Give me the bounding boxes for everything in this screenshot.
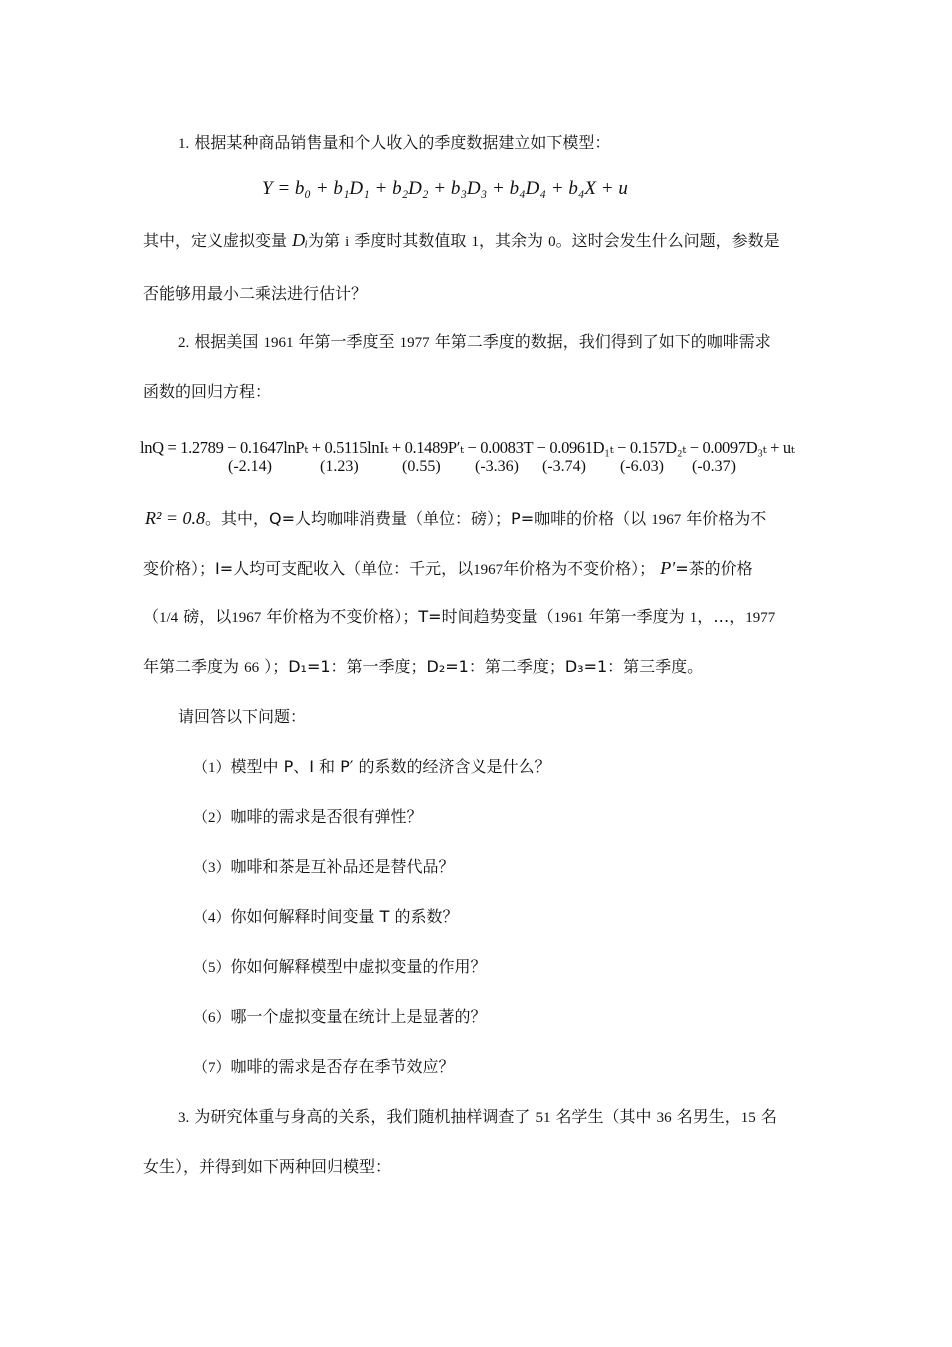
text-segment: （ — [143, 607, 160, 626]
text-segment: 名 — [760, 1107, 777, 1126]
text-segment: 。这时会发生什么问题，参数是 — [555, 231, 780, 250]
questions-header — [178, 707, 306, 727]
equation-2 — [140, 438, 795, 458]
text-segment: 年价格为不变价格）； — [503, 559, 656, 578]
value-zero: 0 — [548, 234, 556, 250]
variable-p-prime: P′ — [660, 558, 676, 578]
t-statistic: (-3.36) — [475, 458, 519, 475]
index-i: i — [345, 234, 350, 250]
question-item — [193, 1057, 455, 1078]
value-one: 1 — [689, 610, 698, 626]
t-statistic: (0.55) — [402, 458, 441, 475]
variable-di: Dᵢ — [292, 230, 308, 250]
problem-1-question — [143, 284, 367, 304]
problem-number: 2. — [178, 335, 190, 351]
question-text: 哪一个虚拟变量在统计上是显著的？ — [230, 1007, 487, 1026]
text-segment: 年价格为不变价格）；T=时间趋势变量（ — [266, 607, 554, 626]
problem-3-intro — [178, 1107, 777, 1128]
question-number: （5） — [193, 960, 231, 976]
text-segment: 请回答以下问题： — [178, 707, 307, 726]
text-segment: 年价格为不 — [686, 509, 767, 528]
year: 1967 — [651, 512, 682, 528]
t-statistic: (-6.03) — [620, 458, 664, 475]
question-item — [193, 957, 487, 978]
problem-1-definition — [143, 230, 780, 252]
text-segment: 。其中，Q=人均咖啡消费量（单位：磅）；P=咖啡的价格（以 — [205, 509, 647, 528]
year: 1967 — [231, 610, 262, 626]
count: 36 — [656, 1110, 672, 1126]
text-segment: ，…， — [697, 607, 746, 626]
question-number: （1） — [193, 760, 231, 776]
text-segment: 根据美国 — [194, 332, 259, 351]
question-item — [193, 757, 551, 778]
t-statistic: (1.23) — [320, 458, 359, 475]
count: 15 — [740, 1110, 756, 1126]
year: 1977 — [399, 335, 430, 351]
text-segment: 年第一季度为 — [588, 607, 685, 626]
question-item — [193, 857, 455, 878]
text-segment: 名男生， — [676, 1107, 741, 1126]
question-number: （2） — [193, 810, 231, 826]
t-statistic: (-0.37) — [692, 458, 736, 475]
question-number: （6） — [193, 1010, 231, 1026]
text-segment: =茶的价格 — [675, 559, 753, 578]
question-text: 你如何解释模型中虚拟变量的作用？ — [230, 957, 487, 976]
problem-text: 根据某种商品销售量和个人收入的季度数据建立如下模型： — [194, 133, 611, 152]
question-number: （3） — [193, 860, 231, 876]
text-segment: 女生），并得到如下两种回归模型： — [143, 1157, 392, 1176]
count: 51 — [535, 1110, 551, 1126]
fraction: 1/4 — [159, 610, 179, 626]
problem-2-variables-2 — [143, 558, 753, 580]
equation-1-text: Y = b₀ + b₁D₁ + b₂D₂ + b₃D₃ + b₄D₄ + b₄X + u — [262, 178, 628, 199]
equation-1 — [262, 178, 628, 200]
problem-2-variables-1 — [145, 508, 766, 530]
question-text: 你如何解释时间变量 T 的系数？ — [230, 907, 459, 926]
year: 1961 — [263, 335, 294, 351]
text-segment: 年第二季度为 — [143, 657, 240, 676]
text-segment: 为第 — [307, 231, 340, 250]
problem-number: 3. — [178, 1110, 190, 1126]
question-item — [193, 907, 458, 928]
text-segment: 为研究体重与身高的关系，我们随机抽样调查了 — [194, 1107, 531, 1126]
text-segment: 否能够用最小二乘法进行估计？ — [143, 284, 368, 303]
text-segment: 函数的回归方程： — [143, 382, 272, 401]
t-statistics-row — [0, 458, 952, 480]
value-one: 1 — [471, 234, 479, 250]
text-segment: 年第一季度至 — [298, 332, 395, 351]
text-segment: 名学生（其中 — [555, 1107, 652, 1126]
text-segment: ）；D₁=1：第一季度；D₂=1：第二季度；D₃=1：第三季度。 — [264, 657, 704, 676]
question-number: （7） — [193, 1060, 231, 1076]
question-item — [193, 807, 423, 828]
problem-2-variables-3 — [143, 607, 775, 628]
value: 66 — [244, 660, 260, 676]
problem-3-intro-cont — [143, 1157, 391, 1177]
text-segment: ，其余为 — [478, 231, 543, 250]
problem-2-intro — [178, 332, 771, 353]
r-squared: R² = 0.8 — [145, 508, 206, 528]
problem-number: 1. — [178, 136, 190, 152]
year: 1967 — [473, 562, 504, 578]
problem-2-intro-cont — [143, 382, 271, 402]
question-text: 咖啡的需求是否很有弹性？ — [230, 807, 423, 826]
question-number: （4） — [193, 910, 231, 926]
text-segment: 季度时其数值取 — [354, 231, 467, 250]
text-segment: 磅，以 — [183, 607, 232, 626]
t-statistic: (-3.74) — [542, 458, 586, 475]
problem-2-variables-4 — [143, 657, 703, 678]
question-text: 咖啡的需求是否存在季节效应？ — [230, 1057, 455, 1076]
problem-1-intro — [178, 133, 610, 154]
text-segment: 其中，定义虚拟变量 — [143, 231, 288, 250]
year: 1977 — [745, 610, 776, 626]
text-segment: 年第二季度的数据，我们得到了如下的咖啡需求 — [434, 332, 771, 351]
year: 1961 — [553, 610, 584, 626]
question-text: 模型中 P、I 和 P′ 的系数的经济含义是什么？ — [230, 757, 551, 776]
question-item — [193, 1007, 487, 1028]
text-segment: 变价格）；I=人均可支配收入（单位：千元，以 — [143, 559, 474, 578]
question-text: 咖啡和茶是互补品还是替代品？ — [230, 857, 455, 876]
t-statistic: (-2.14) — [228, 458, 272, 475]
equation-2-text: lnQ = 1.2789 − 0.1647lnPₜ + 0.5115lnIₜ + 0.1489P′ₜ − 0.0083T − 0.0961D₁ₜ − 0.157D₂ₜ − 0.0097D₃ₜ + uₜ — [140, 438, 795, 457]
